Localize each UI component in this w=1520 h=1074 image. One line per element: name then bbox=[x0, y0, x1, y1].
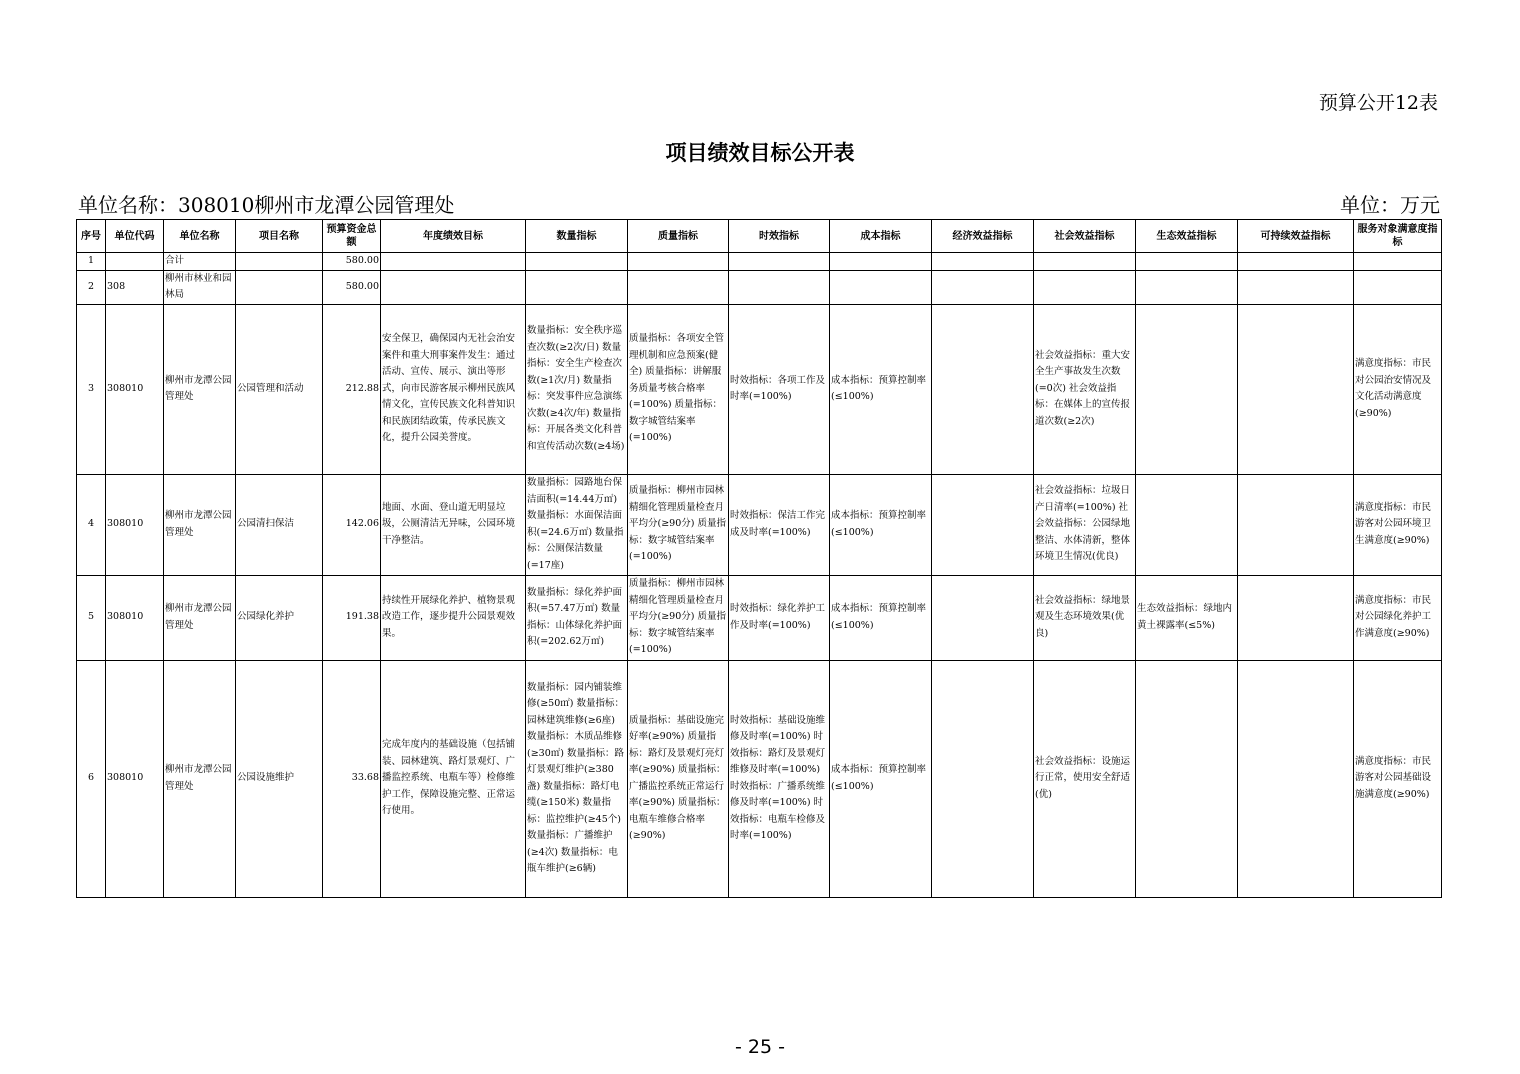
cell-unit-name: 柳州市林业和园林局 bbox=[164, 270, 236, 304]
cell-sustainable bbox=[1238, 474, 1354, 575]
cell-index: 6 bbox=[77, 660, 106, 897]
cell-satisfaction: 满意度指标：市民游客对公园基础设施满意度(≥90%) bbox=[1354, 660, 1442, 897]
cell-economic bbox=[932, 270, 1034, 304]
cell-cost bbox=[830, 253, 932, 271]
cell-project-name: 公园设施维护 bbox=[236, 660, 323, 897]
cell-annual-goal: 安全保卫，确保园内无社会治安案件和重大刑事案件发生：通过活动、宣传、展示、演出等形式，向市民游客展示柳州民族风情文化，宣传民族文化科普知识和民族团结政策，传承民族文化，提升公园美誉度。 bbox=[381, 304, 526, 474]
header-budget: 预算资金总额 bbox=[323, 220, 381, 253]
cell-budget: 580.00 bbox=[323, 270, 381, 304]
cell-satisfaction bbox=[1354, 253, 1442, 271]
cell-ecological: 生态效益指标：绿地内黄土裸露率(≤5%) bbox=[1136, 575, 1238, 660]
cell-index: 4 bbox=[77, 474, 106, 575]
cell-project-name bbox=[236, 253, 323, 271]
cell-sustainable bbox=[1238, 575, 1354, 660]
cell-quality: 质量指标：基础设施完好率(≥90%) 质量指标：路灯及景观灯亮灯率(≥90%) 质量指标：广播监控系统正常运行率(≥90%) 质量指标：电瓶车维修合格率(≥90%) bbox=[628, 660, 729, 897]
cell-budget: 33.68 bbox=[323, 660, 381, 897]
cell-social bbox=[1034, 253, 1136, 271]
header-ecological: 生态效益指标 bbox=[1136, 220, 1238, 253]
cell-cost: 成本指标：预算控制率(≤100%) bbox=[830, 575, 932, 660]
cell-unit-code: 308 bbox=[106, 270, 164, 304]
header-project-name: 项目名称 bbox=[236, 220, 323, 253]
performance-table bbox=[76, 219, 1442, 898]
cell-unit-name: 柳州市龙潭公园管理处 bbox=[164, 304, 236, 474]
cell-budget: 212.88 bbox=[323, 304, 381, 474]
cell-social bbox=[1034, 270, 1136, 304]
cell-quantity: 数量指标：绿化养护面积(=57.47万㎡) 数量指标：山体绿化养护面积(=202.62万㎡) bbox=[526, 575, 628, 660]
cell-budget: 142.06 bbox=[323, 474, 381, 575]
cell-timeliness: 时效指标：基础设施维修及时率(=100%) 时效指标：路灯及景观灯维修及时率(=100%) 时效指标：广播系统维修及时率(=100%) 时效指标：电瓶车检修及时率(=100%) bbox=[729, 660, 830, 897]
cell-social: 社会效益指标：垃圾日产日清率(=100%) 社会效益指标：公园绿地整洁、水体清新，整体环境卫生情况(优良) bbox=[1034, 474, 1136, 575]
cell-timeliness: 时效指标：保洁工作完成及时率(=100%) bbox=[729, 474, 830, 575]
cell-cost: 成本指标：预算控制率(≤100%) bbox=[830, 660, 932, 897]
cell-economic bbox=[932, 474, 1034, 575]
cell-quality: 质量指标：柳州市园林精细化管理质量检查月平均分(≥90分) 质量指标：数字城管结案率(=100%) bbox=[628, 474, 729, 575]
cell-unit-name: 柳州市龙潭公园管理处 bbox=[164, 575, 236, 660]
cell-project-name: 公园绿化养护 bbox=[236, 575, 323, 660]
table-row bbox=[77, 474, 1442, 575]
cell-cost: 成本指标：预算控制率(≤100%) bbox=[830, 474, 932, 575]
cell-satisfaction: 满意度指标：市民对公园治安情况及文化活动满意度(≥90%) bbox=[1354, 304, 1442, 474]
cell-sustainable bbox=[1238, 304, 1354, 474]
cell-economic bbox=[932, 575, 1034, 660]
cell-unit-code: 308010 bbox=[106, 474, 164, 575]
header-quantity: 数量指标 bbox=[526, 220, 628, 253]
cell-annual-goal bbox=[381, 270, 526, 304]
header-unit-code: 单位代码 bbox=[106, 220, 164, 253]
cell-quantity bbox=[526, 270, 628, 304]
cell-annual-goal: 持续性开展绿化养护、植物景观改造工作，逐步提升公园景观效果。 bbox=[381, 575, 526, 660]
cell-ecological bbox=[1136, 660, 1238, 897]
cell-project-name: 公园清扫保洁 bbox=[236, 474, 323, 575]
unit-name: 单位名称：308010柳州市龙潭公园管理处 bbox=[78, 193, 455, 217]
cell-unit-name: 柳州市龙潭公园管理处 bbox=[164, 474, 236, 575]
header-social: 社会效益指标 bbox=[1034, 220, 1136, 253]
cell-index: 3 bbox=[77, 304, 106, 474]
cell-cost: 成本指标：预算控制率(≤100%) bbox=[830, 304, 932, 474]
cell-timeliness: 时效指标：各项工作及时率(=100%) bbox=[729, 304, 830, 474]
cell-unit-code: 308010 bbox=[106, 304, 164, 474]
cell-economic bbox=[932, 253, 1034, 271]
cell-project-name: 公园管理和活动 bbox=[236, 304, 323, 474]
cell-economic bbox=[932, 304, 1034, 474]
header-annual-goal: 年度绩效目标 bbox=[381, 220, 526, 253]
cell-quantity: 数量指标：安全秩序巡查次数(≥2次/日) 数量指标：安全生产检查次数(≥1次/月) 数量指标：突发事件应急演练次数(≥4次/年) 数量指标：开展各类文化科普和宣传活动次数(≥4场) bbox=[526, 304, 628, 474]
unit-label: 单位：万元 bbox=[1340, 193, 1440, 217]
header-quality: 质量指标 bbox=[628, 220, 729, 253]
cell-quantity bbox=[526, 253, 628, 271]
cell-unit-code: 308010 bbox=[106, 660, 164, 897]
cell-sustainable bbox=[1238, 270, 1354, 304]
cell-unit-name: 合计 bbox=[164, 253, 236, 271]
cell-quantity: 数量指标：园内铺装维修(≥50㎡) 数量指标：园林建筑维修(≥6座) 数量指标：木质品维修(≥30㎡) 数量指标：路灯景观灯维护(≥380盏) 数量指标：路灯电缆(≥150米) 数量指标：监控维护(≥45个) 数量指标：广播维护(≥4次) 数量指标：电瓶车维护(≥6辆) bbox=[526, 660, 628, 897]
page-title: 项目绩效目标公开表 bbox=[665, 140, 855, 165]
header-satisfaction: 服务对象满意度指标 bbox=[1354, 220, 1442, 253]
cell-timeliness bbox=[729, 253, 830, 271]
cell-index: 2 bbox=[77, 270, 106, 304]
header-sustainable: 可持续效益指标 bbox=[1238, 220, 1354, 253]
cell-quality bbox=[628, 270, 729, 304]
cell-sustainable bbox=[1238, 253, 1354, 271]
cell-budget: 580.00 bbox=[323, 253, 381, 271]
cell-timeliness bbox=[729, 270, 830, 304]
table-row bbox=[77, 660, 1442, 897]
cell-quality: 质量指标：各项安全管理机制和应急预案(健全) 质量指标：讲解服务质量考核合格率(=100%) 质量指标：数字城管结案率(=100%) bbox=[628, 304, 729, 474]
cell-quality: 质量指标：柳州市园林精细化管理质量检查月平均分(≥90分) 质量指标：数字城管结案率(=100%) bbox=[628, 575, 729, 660]
cell-annual-goal: 地面、水面、登山道无明显垃圾，公厕清洁无异味，公园环境干净整洁。 bbox=[381, 474, 526, 575]
cell-project-name bbox=[236, 270, 323, 304]
header-unit-name: 单位名称 bbox=[164, 220, 236, 253]
cell-sustainable bbox=[1238, 660, 1354, 897]
cell-economic bbox=[932, 660, 1034, 897]
table-row bbox=[77, 270, 1442, 304]
cell-annual-goal bbox=[381, 253, 526, 271]
cell-social: 社会效益指标：设施运行正常，使用安全舒适(优) bbox=[1034, 660, 1136, 897]
cell-social: 社会效益指标：绿地景观及生态环境效果(优良) bbox=[1034, 575, 1136, 660]
table-row bbox=[77, 304, 1442, 474]
table-row bbox=[77, 253, 1442, 271]
cell-ecological bbox=[1136, 474, 1238, 575]
cell-ecological bbox=[1136, 270, 1238, 304]
table-row bbox=[77, 575, 1442, 660]
cell-annual-goal: 完成年度内的基础设施（包括铺装、园林建筑、路灯景观灯、广播监控系统、电瓶车等）检修维护工作，保障设施完整、正常运行使用。 bbox=[381, 660, 526, 897]
cell-budget: 191.38 bbox=[323, 575, 381, 660]
cell-quality bbox=[628, 253, 729, 271]
cell-unit-code: 308010 bbox=[106, 575, 164, 660]
header-timeliness: 时效指标 bbox=[729, 220, 830, 253]
cell-unit-name: 柳州市龙潭公园管理处 bbox=[164, 660, 236, 897]
cell-unit-code bbox=[106, 253, 164, 271]
cell-satisfaction: 满意度指标：市民游客对公园环境卫生满意度(≥90%) bbox=[1354, 474, 1442, 575]
table-number: 预算公开12表 bbox=[1318, 92, 1438, 114]
cell-cost bbox=[830, 270, 932, 304]
cell-ecological bbox=[1136, 253, 1238, 271]
page-number: - 25 - bbox=[735, 1036, 785, 1058]
header-cost: 成本指标 bbox=[830, 220, 932, 253]
cell-index: 5 bbox=[77, 575, 106, 660]
cell-satisfaction bbox=[1354, 270, 1442, 304]
cell-ecological bbox=[1136, 304, 1238, 474]
cell-timeliness: 时效指标：绿化养护工作及时率(=100%) bbox=[729, 575, 830, 660]
cell-index: 1 bbox=[77, 253, 106, 271]
header-economic: 经济效益指标 bbox=[932, 220, 1034, 253]
cell-social: 社会效益指标：重大安全生产事故发生次数(=0次) 社会效益指标：在媒体上的宣传报道次数(≥2次) bbox=[1034, 304, 1136, 474]
header-index: 序号 bbox=[77, 220, 106, 253]
cell-quantity: 数量指标：园路地台保洁面积(=14.44万㎡) 数量指标：水面保洁面积(=24.6万㎡) 数量指标：公厕保洁数量(=17座) bbox=[526, 474, 628, 575]
table-header-row bbox=[77, 220, 1442, 253]
cell-satisfaction: 满意度指标：市民对公园绿化养护工作满意度(≥90%) bbox=[1354, 575, 1442, 660]
